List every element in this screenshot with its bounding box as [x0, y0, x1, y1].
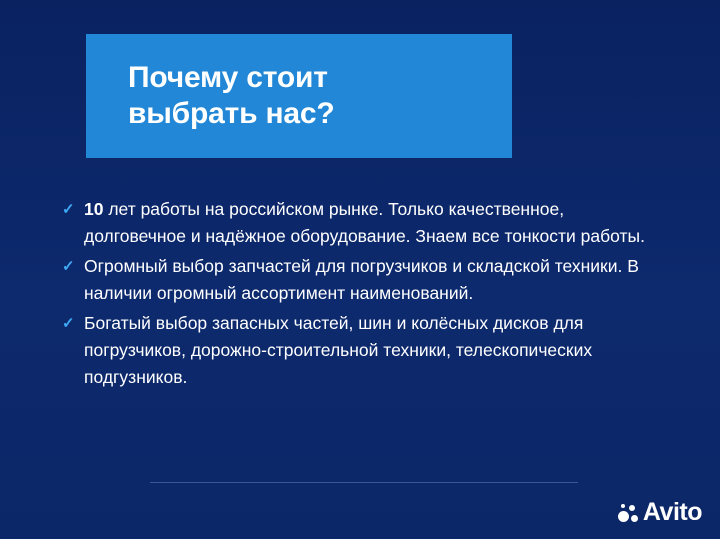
avito-logo-icon [618, 501, 640, 523]
avito-wordmark: Avito [642, 497, 702, 526]
list-item [62, 196, 662, 250]
check-icon: ✓ [62, 201, 75, 218]
title-box [86, 34, 512, 158]
divider [150, 482, 578, 483]
bullet-lead-1: 10 [84, 199, 104, 219]
list-item [62, 253, 662, 307]
bullet-list [62, 196, 662, 394]
list-item [62, 310, 662, 391]
page-title-line-1: Почему стоит [128, 61, 328, 94]
check-icon: ✓ [62, 258, 75, 275]
bullet-text-2: Огромный выбор запчастей для погрузчиков и складской техники. В наличии огромный ассортимент наименований. [84, 256, 639, 303]
check-icon: ✓ [62, 315, 75, 332]
page-title-line-2: выбрать нас? [128, 97, 335, 130]
bullet-body-1: лет работы на российском рынке. Только качественное, долговечное и надёжное оборудование. Знаем все тонкости работы. [84, 199, 645, 246]
avito-watermark [618, 497, 702, 527]
bullet-text-1 [84, 196, 662, 250]
bullet-text-3: Богатый выбор запасных частей, шин и колёсных дисков для погрузчиков, дорожно-строительной техники, телескопических подгузников. [84, 313, 593, 387]
